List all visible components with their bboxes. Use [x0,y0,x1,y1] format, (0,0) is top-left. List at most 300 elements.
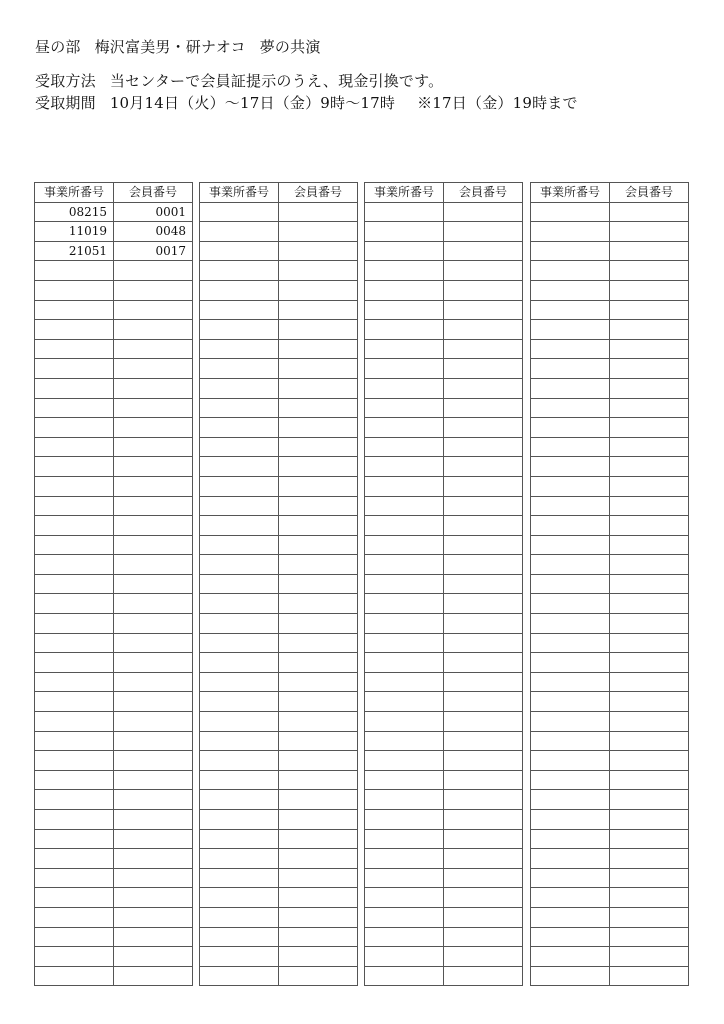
member-number-cell [279,594,358,614]
office-number-cell [200,751,279,771]
office-number-cell [531,535,610,555]
table-row [200,418,358,438]
member-number-cell [444,457,523,477]
office-number-cell [200,398,279,418]
member-number-cell [610,320,689,340]
office-number-cell [200,849,279,869]
member-number-cell [610,614,689,634]
pickup-method-line [35,70,695,92]
office-number-cell [365,535,444,555]
table-row [35,790,193,810]
table-row [531,966,689,986]
member-number-cell [610,712,689,732]
table-row [35,712,193,732]
office-number-cell [365,829,444,849]
table-row [365,555,523,575]
office-number-cell [365,731,444,751]
member-number-cell [114,810,193,830]
member-number-cell [279,849,358,869]
office-number-cell [200,300,279,320]
member-number-cell [610,633,689,653]
member-number-cell [444,378,523,398]
member-number-cell [444,770,523,790]
table-row [531,437,689,457]
table-row [200,947,358,967]
member-number-cell [444,241,523,261]
member-number-cell [279,418,358,438]
office-number-cell [531,496,610,516]
member-number-cell [279,731,358,751]
table-row [365,359,523,379]
member-number-cell [279,359,358,379]
table-row [200,692,358,712]
office-number-cell [365,594,444,614]
member-number-cell [114,653,193,673]
member-number-cell [279,378,358,398]
office-number-cell [200,339,279,359]
member-number-cell [610,672,689,692]
office-number-cell [35,829,114,849]
member-number-cell [114,457,193,477]
member-number-cell [279,202,358,222]
table-row [531,927,689,947]
member-number-cell [444,574,523,594]
member-number-cell [114,907,193,927]
member-number-cell [610,849,689,869]
table-row [531,280,689,300]
table-header-row [531,183,689,203]
office-number-cell [35,810,114,830]
member-number-cell [610,653,689,673]
member-number-cell [279,614,358,634]
table-row [35,555,193,575]
office-number-cell [531,672,610,692]
table-row [531,888,689,908]
table-row [35,457,193,477]
member-number-cell [114,731,193,751]
table-row [200,751,358,771]
member-number-cell [610,888,689,908]
office-number-cell [200,672,279,692]
member-number-cell [279,888,358,908]
office-number-cell [35,927,114,947]
member-number-header: 会員番号 [279,183,358,203]
member-number-cell [114,339,193,359]
pickup-method-text: 当センターで会員証提示のうえ、現金引換です。 [109,72,444,90]
office-number-cell [200,888,279,908]
table-row [200,339,358,359]
member-number-cell [610,966,689,986]
table-row [200,790,358,810]
office-number-cell [365,751,444,771]
table-row [365,790,523,810]
pickup-period-dates: 10月14日（火）〜17日（金）9時〜17時 [109,94,396,112]
office-number-cell [531,770,610,790]
member-number-cell [114,359,193,379]
table-row [200,476,358,496]
pickup-period-note: ※17日（金）19時まで [417,94,578,112]
member-number-cell [114,516,193,536]
member-number-cell [114,947,193,967]
table-row [200,594,358,614]
member-number-cell [114,849,193,869]
table-row [200,574,358,594]
member-number-cell [114,437,193,457]
member-number-cell [444,320,523,340]
office-number-cell [365,476,444,496]
member-number-cell [279,712,358,732]
office-number-cell [35,280,114,300]
table-row [531,790,689,810]
office-number-cell [200,261,279,281]
member-number-cell [279,692,358,712]
office-number-cell [35,888,114,908]
office-number-cell [35,359,114,379]
table-row [35,418,193,438]
office-number-cell [531,555,610,575]
member-number-cell [279,555,358,575]
office-number-cell [365,790,444,810]
member-number-cell [444,614,523,634]
member-table-1 [34,182,193,986]
office-number-header: 事業所番号 [531,183,610,203]
office-number-cell [531,359,610,379]
office-number-cell [365,457,444,477]
office-number-cell [365,692,444,712]
table-row [365,594,523,614]
table-row [35,378,193,398]
office-number-cell [531,574,610,594]
table-row [365,574,523,594]
document-header [35,36,695,114]
office-number-cell [200,496,279,516]
office-number-cell: 21051 [35,241,114,261]
office-number-cell [35,947,114,967]
member-number-cell [114,888,193,908]
table-row [35,476,193,496]
member-number-cell [114,829,193,849]
member-number-cell [444,868,523,888]
office-number-cell [365,378,444,398]
table-row [200,496,358,516]
member-number-cell: 0001 [114,202,193,222]
office-number-cell [35,574,114,594]
member-number-cell [610,868,689,888]
member-number-cell [444,810,523,830]
member-number-cell [444,222,523,242]
office-number-cell [35,261,114,281]
member-number-cell [279,320,358,340]
table-row [200,653,358,673]
member-number-cell [610,751,689,771]
table-row [200,535,358,555]
office-number-cell [531,418,610,438]
office-number-cell [531,751,610,771]
table-row [35,888,193,908]
table-row [200,829,358,849]
table-row [35,594,193,614]
office-number-cell [35,457,114,477]
office-number-cell [531,692,610,712]
member-number-cell [114,672,193,692]
office-number-cell [365,888,444,908]
office-number-cell [200,907,279,927]
table-row [365,496,523,516]
table-row [200,241,358,261]
member-number-cell [610,770,689,790]
office-number-cell [200,770,279,790]
office-number-cell [365,496,444,516]
office-number-cell [531,633,610,653]
table-row [531,810,689,830]
office-number-cell [531,829,610,849]
office-number-cell [200,378,279,398]
member-number-cell [444,516,523,536]
member-number-cell [279,300,358,320]
office-number-cell [365,320,444,340]
member-number-header: 会員番号 [610,183,689,203]
member-number-header: 会員番号 [444,183,523,203]
table-row [365,653,523,673]
member-number-cell [444,712,523,732]
member-number-cell [444,751,523,771]
table-row [35,359,193,379]
office-number-cell [365,261,444,281]
member-number-cell [114,496,193,516]
table-row [531,751,689,771]
pickup-method-label: 受取方法 [35,72,96,90]
table-row [35,280,193,300]
office-number-cell [35,770,114,790]
office-number-cell [35,516,114,536]
office-number-cell [365,633,444,653]
table-row [35,868,193,888]
table-row [365,202,523,222]
table-row [365,770,523,790]
table-row [200,672,358,692]
office-number-cell [365,849,444,869]
office-number-cell [365,300,444,320]
table-row [365,633,523,653]
table-row [531,378,689,398]
office-number-cell [200,516,279,536]
table-row [365,810,523,830]
table-row [200,359,358,379]
member-number-cell [444,692,523,712]
member-number-cell [114,966,193,986]
table-row [35,614,193,634]
member-number-cell [444,418,523,438]
member-table-4 [530,182,689,986]
table-row [35,574,193,594]
table-row [365,261,523,281]
table-row [531,672,689,692]
member-number-cell [114,574,193,594]
office-number-cell [200,731,279,751]
member-number-cell [610,907,689,927]
office-number-cell [531,300,610,320]
office-number-header: 事業所番号 [365,183,444,203]
member-number-cell [279,672,358,692]
office-number-cell [35,320,114,340]
member-number-cell [279,829,358,849]
member-number-cell [114,633,193,653]
table-row [365,320,523,340]
member-number-cell [279,927,358,947]
member-number-cell [610,378,689,398]
table-row [35,633,193,653]
member-number-cell [610,516,689,536]
table-row [200,300,358,320]
table-row [531,594,689,614]
member-number-cell [279,476,358,496]
member-number-cell [114,751,193,771]
member-number-cell [279,947,358,967]
table-row [200,927,358,947]
office-number-cell [531,966,610,986]
table-row [35,398,193,418]
office-number-cell [200,457,279,477]
member-number-cell [114,790,193,810]
table-row [35,692,193,712]
office-number-cell [365,418,444,438]
table-row [35,496,193,516]
office-number-cell [531,947,610,967]
table-header-row [365,183,523,203]
table-row [365,692,523,712]
table-row [531,653,689,673]
pickup-period-line [35,92,695,114]
table-row [365,927,523,947]
member-number-cell: 0017 [114,241,193,261]
office-number-cell [365,359,444,379]
table-row [200,849,358,869]
office-number-cell [531,849,610,869]
office-number-cell [365,672,444,692]
table-header-row [200,183,358,203]
table-row [365,437,523,457]
office-number-cell [35,751,114,771]
office-number-cell [531,516,610,536]
member-number-cell [444,907,523,927]
pickup-period-label: 受取期間 [35,94,96,112]
member-number-cell [610,555,689,575]
member-number-cell [114,712,193,732]
member-number-cell [610,496,689,516]
member-number-cell [279,398,358,418]
office-number-header: 事業所番号 [200,183,279,203]
member-number-cell [610,476,689,496]
member-number-cell [444,535,523,555]
office-number-cell [200,359,279,379]
office-number-cell [35,907,114,927]
office-number-cell [531,868,610,888]
member-number-cell [279,280,358,300]
table-row [365,476,523,496]
member-number-cell [279,966,358,986]
table-row [35,339,193,359]
table-row [365,457,523,477]
table-row [531,633,689,653]
table-row [35,829,193,849]
member-number-cell [279,437,358,457]
office-number-cell [200,535,279,555]
table-row [531,829,689,849]
member-number-cell [279,770,358,790]
member-number-cell [610,339,689,359]
member-number-cell [610,300,689,320]
office-number-cell [35,437,114,457]
office-number-cell [35,476,114,496]
table-row [200,516,358,536]
member-number-cell [610,790,689,810]
office-number-cell [531,614,610,634]
office-number-cell [365,712,444,732]
member-number-cell [444,672,523,692]
member-number-cell [114,555,193,575]
office-number-cell [365,202,444,222]
table-row [365,280,523,300]
table-row [531,359,689,379]
table-row [200,202,358,222]
member-number-cell [279,907,358,927]
member-number-cell [279,633,358,653]
member-number-cell [279,496,358,516]
member-number-cell [444,731,523,751]
member-number-cell [444,966,523,986]
table-row [200,614,358,634]
member-number-cell [444,653,523,673]
office-number-cell [35,868,114,888]
office-number-cell [35,378,114,398]
member-number-cell [610,457,689,477]
office-number-cell [531,261,610,281]
member-number-cell [610,594,689,614]
table-row [200,810,358,830]
office-number-cell [531,731,610,751]
office-number-cell [35,672,114,692]
office-number-cell [531,320,610,340]
table-row [365,535,523,555]
member-number-cell [279,457,358,477]
table-row [200,457,358,477]
table-row [531,849,689,869]
table-row [531,692,689,712]
office-number-cell [200,594,279,614]
table-row [365,339,523,359]
office-number-cell [35,790,114,810]
member-number-cell [444,202,523,222]
member-number-cell [610,261,689,281]
table-row [531,574,689,594]
office-number-cell [35,712,114,732]
table-row [35,672,193,692]
table-row [365,300,523,320]
member-table-2 [199,182,358,986]
table-row [531,476,689,496]
office-number-cell [200,241,279,261]
member-number-cell [444,829,523,849]
member-number-cell [444,633,523,653]
table-row [365,907,523,927]
table-row [35,966,193,986]
member-number-cell [114,300,193,320]
table-row [35,731,193,751]
member-number-cell [610,535,689,555]
office-number-cell [35,966,114,986]
office-number-cell [200,418,279,438]
office-number-cell [365,770,444,790]
